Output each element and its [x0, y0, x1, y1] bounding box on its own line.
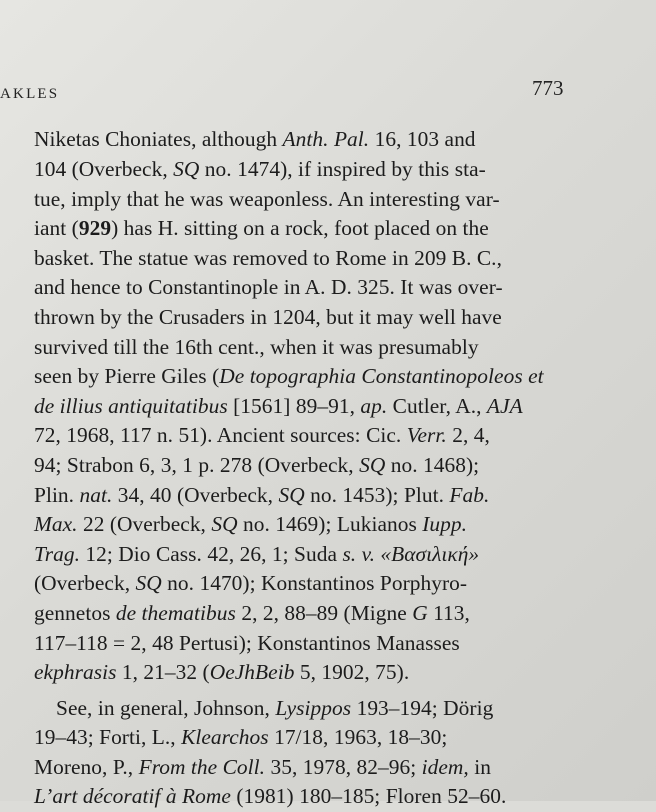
paragraph-1 [34, 124, 624, 688]
text-run: [1561] 89–91, [227, 393, 361, 418]
text-line [34, 451, 624, 481]
text-line [34, 333, 624, 363]
italic-run: L’art décoratif à Rome [34, 784, 231, 809]
text-run: 22 (Overbeck, [77, 512, 212, 537]
italic-run: de thematibus [115, 600, 236, 625]
italic-run: SQ [211, 512, 238, 537]
text-line [34, 629, 624, 659]
italic-run: SQ [135, 571, 162, 596]
text-run: 193–194; Dörig [351, 695, 494, 720]
text-run: in [468, 754, 491, 779]
text-line [34, 753, 624, 783]
text-run: 113, [427, 600, 470, 625]
text-line [34, 303, 624, 333]
italic-run: de illius antiquitatibus [34, 393, 228, 418]
text-run: seen by Pierre Giles ( [34, 364, 220, 389]
text-run: 72, 1968, 117 n. 51). Ancient sources: Cic. [34, 423, 407, 448]
page-number: 773 [532, 76, 564, 100]
running-head: AKLES [0, 86, 60, 102]
text-run: no. 1468); [385, 452, 480, 477]
text-run: 34, 40 (Overbeck, [112, 482, 279, 507]
italic-run: idem, [421, 754, 469, 779]
italic-run: G [412, 600, 428, 625]
text-run: 117–118 = 2, 48 Pertusi); Konstantinos Manasses [34, 630, 460, 655]
text-line [34, 723, 624, 753]
text-line [34, 185, 624, 215]
text-line [34, 124, 624, 155]
italic-run: Lysippos [275, 695, 352, 720]
text-line [34, 244, 624, 274]
text-line [34, 569, 624, 599]
text-run: Niketas Choniates, although [34, 127, 283, 151]
text-line [34, 214, 624, 244]
text-line [34, 392, 624, 422]
text-run: ) has H. sitting on a rock, foot placed on the [111, 216, 489, 241]
italic-run: De topographia Constantinopoleos et [219, 364, 544, 389]
italic-run: Fab. [449, 482, 490, 507]
text-line [34, 481, 624, 511]
italic-run: From the Coll. [138, 754, 266, 779]
text-run: no. 1469); Lukianos [237, 512, 423, 537]
text-run: 5, 1902, 75). [294, 660, 410, 685]
text-run: no. 1453); Plut. [304, 482, 450, 507]
italic-run: SQ [173, 157, 200, 181]
text-run: Cutler, A., [387, 393, 487, 418]
italic-run: Verr. [406, 423, 447, 448]
italic-run: SQ [359, 452, 386, 477]
text-run: 2, 4, [446, 423, 490, 448]
text-run: gennetos [34, 600, 116, 625]
italic-run: OeJhBeib [209, 660, 295, 685]
text-line [34, 782, 624, 812]
text-run: no. 1474), if inspired by this sta- [199, 157, 486, 181]
italic-run: ap. [360, 393, 388, 418]
text-run: 17/18, 1963, 18–30; [268, 725, 448, 750]
text-run: iant ( [34, 216, 79, 241]
text-run: Moreno, P., [34, 754, 139, 779]
text-line [34, 362, 624, 392]
italic-run: s. v. [342, 541, 375, 566]
text-line [34, 658, 624, 688]
text-run: 35, 1978, 82–96; [265, 754, 422, 779]
paragraph-2 [34, 694, 624, 812]
italic-run: AJA [486, 393, 523, 418]
text-run: basket. The statue was removed to Rome in 209 B. C., [34, 245, 502, 270]
text-run: 19–43; Forti, L., [34, 725, 182, 750]
italic-run: nat. [79, 482, 113, 507]
text-run: (Overbeck, [34, 571, 136, 596]
bold-run: 929 [78, 216, 112, 241]
italic-run: Trag. [34, 541, 81, 566]
italic-run: Iupp. [422, 512, 468, 537]
text-run: 16, 103 and [369, 127, 476, 151]
text-run: 1, 21–32 ( [116, 660, 210, 685]
text-line [34, 510, 624, 540]
text-run: 12; Dio Cass. 42, 26, 1; Suda [80, 541, 343, 566]
text-line [34, 421, 624, 451]
text-run: 104 (Overbeck, [34, 157, 174, 181]
text-run: tue, imply that he was weaponless. An interesting var- [34, 186, 500, 211]
text-run: 2, 2, 88–89 (Migne [235, 600, 413, 625]
text-line [34, 694, 624, 724]
italic-run: SQ [278, 482, 305, 507]
text-run: (1981) 180–185; Floren 52–60. [230, 784, 507, 809]
italic-run: Anth. Pal. [282, 127, 370, 151]
text-run: survived till the 16th cent., when it was presumably [34, 334, 479, 359]
italic-run: Max. [34, 512, 78, 537]
text-line [34, 155, 624, 185]
italic-run: «Βασιλική» [380, 541, 480, 566]
text-run: 94; Strabon 6, 3, 1 p. 278 (Overbeck, [34, 452, 360, 477]
text-run: Plin. [34, 482, 80, 507]
italic-run: ekphrasis [34, 660, 117, 685]
text-line [34, 273, 624, 303]
text-line [34, 540, 624, 570]
text-run: thrown by the Crusaders in 1204, but it may well have [34, 304, 502, 329]
text-run: and hence to Constantinople in A. D. 325. It was over- [34, 275, 503, 300]
text-line [34, 599, 624, 629]
body-text [34, 124, 624, 812]
text-run: no. 1470); Konstantinos Porphyro- [161, 571, 468, 596]
italic-run: Klearchos [181, 725, 269, 750]
text-run: See, in general, Johnson, [56, 695, 276, 720]
